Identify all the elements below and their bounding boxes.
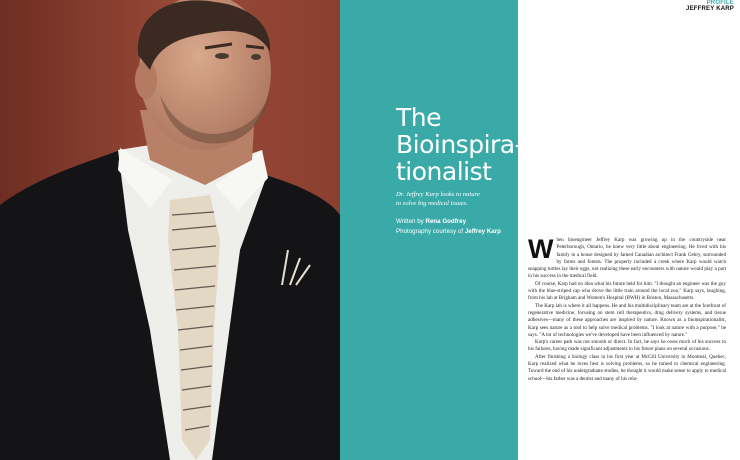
body-paragraph-2: Of course, Karp had no idea what his future held for him. "I thought an engineer was the guy with the blue-striped cap who drove the little train around the local zoo," Karp says, laughing, from his lab at Brigham and Women's Hospital (BWH) in Boston, Massachusetts. (528, 280, 726, 302)
photo-credit-label: Photography courtesy of (396, 227, 464, 235)
article-body (528, 234, 726, 383)
title-line-2: Bioinspira- (396, 130, 524, 159)
body-paragraph-5: After finishing a biology class in his first year at McGill University in Montreal, Quebec, Karp realized what he loves best is solving problems, so he turned to chemical engineering. Toward the end of his undergraduate studies, he thought it would make sense to apply to medical school—his father was a dentist and many of his rela- (528, 353, 726, 382)
article-title (396, 103, 524, 186)
body-paragraph-3: The Karp lab is where it all happens. He and his multidisciplinary team are at the forefront of regenerative medicine, focusing on stem cell therapeutics, drug delivery systems, and tissue adhesives—many of these approaches are inspired by nature. Known as a bioinspirationalist, Karp sees nature as a tool to help solve medical problems. "I look at nature with a purpose," he says. "A lot of technologies we've developed have been influenced by nature." (528, 302, 726, 338)
body-paragraph-1 (528, 234, 726, 281)
article-dek (396, 191, 514, 208)
writer-name: Rena Godfrey (425, 218, 467, 225)
body-paragraph-4: Karp's career path was not smooth or direct. In fact, he says he owes much of his success to his failures, having made significant adjustments to his future plans on several occasions. (528, 339, 726, 353)
title-line-1: The (396, 103, 441, 132)
portrait-photo (0, 0, 340, 460)
section-label: PROFILE (706, 0, 734, 6)
subject-name: JEFFREY KARP (686, 6, 734, 13)
title-line-3: tionalist (396, 157, 492, 186)
body-paragraph-1-text: hen bioengineer Jeffrey Karp was growing up in the countryside near Peterborough, Ontario, he knew very little about engineering. He lived with his family in a house designed by famed Canadian architect Frank Gehry, surrounded by farms and forests. The property included a creek where Karp would watch snapping turtles lay their eggs, not realizing these early encounters with nature would play a part in his success in the medical field. (528, 237, 726, 280)
written-by-label: Written by (396, 218, 424, 225)
article-credits (396, 217, 518, 236)
running-header (686, 0, 734, 13)
title-panel (340, 0, 524, 460)
dek-line-1: Dr. Jeffrey Karp looks to nature (396, 191, 480, 198)
dek-line-2: to solve big medical issues. (396, 199, 468, 207)
portrait-illustration (0, 0, 340, 460)
photographer-name: Jeffrey Karp (464, 227, 501, 235)
drop-cap: W (528, 234, 554, 264)
